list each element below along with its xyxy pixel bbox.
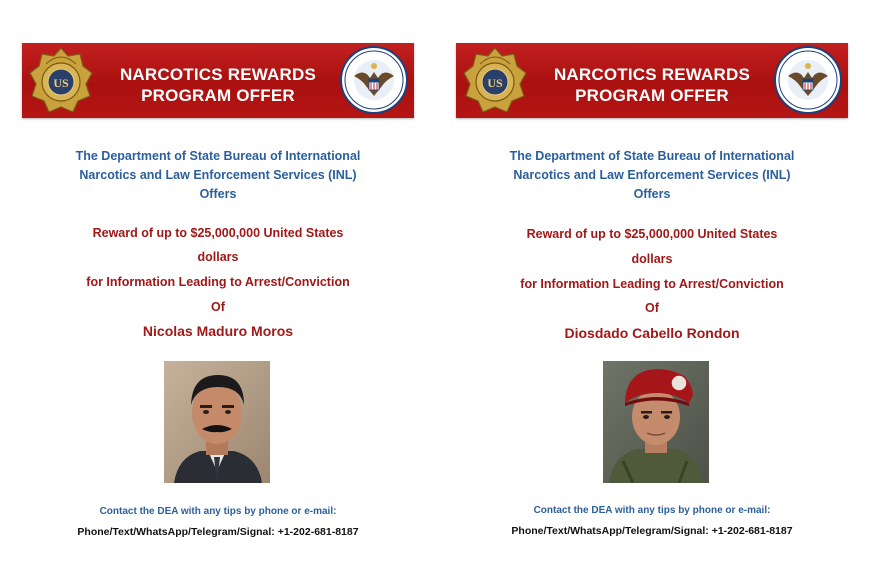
banner-title bbox=[534, 64, 770, 106]
agency-line-1: The Department of State Bureau of International bbox=[75, 149, 361, 163]
banner-line-1: NARCOTICS REWARDS bbox=[553, 65, 751, 84]
state-department-seal-icon bbox=[774, 46, 842, 114]
portrait-photo bbox=[603, 361, 709, 483]
wanted-name: Diosdado Cabello Rondon bbox=[564, 325, 740, 341]
agency-line-2: Narcotics and Law Enforcement Services (INL) bbox=[79, 168, 357, 182]
contact-instructions: Contact the DEA with any tips by phone or e-mail: bbox=[533, 505, 771, 516]
state-department-seal-icon bbox=[340, 46, 408, 114]
agency-line-1: The Department of State Bureau of International bbox=[509, 149, 795, 163]
wanted-name: Nicolas Maduro Moros bbox=[142, 323, 294, 339]
reward-amount: Reward of up to $25,000,000 United States bbox=[526, 227, 778, 241]
reward-poster-cabello bbox=[456, 0, 856, 580]
banner-title bbox=[100, 64, 336, 106]
phone-number: Phone/Text/WhatsApp/Telegram/Signal: +1-202-681-8187 bbox=[77, 526, 359, 538]
agency-line-3: Offers bbox=[633, 187, 671, 201]
banner-line-2: PROGRAM OFFER bbox=[575, 86, 729, 105]
agency-text bbox=[22, 147, 414, 204]
reward-purpose: for Information Leading to Arrest/Conviction bbox=[86, 275, 350, 289]
agency-text bbox=[456, 147, 848, 204]
portrait-photo bbox=[164, 361, 270, 483]
reward-amount: Reward of up to $25,000,000 United States bbox=[92, 226, 344, 240]
poster-banner bbox=[22, 43, 414, 118]
phone-number: Phone/Text/WhatsApp/Telegram/Signal: +1-202-681-8187 bbox=[511, 525, 793, 537]
reward-poster-maduro bbox=[22, 0, 422, 580]
dea-badge-icon bbox=[28, 46, 94, 116]
agency-line-3: Offers bbox=[199, 187, 237, 201]
reward-currency: dollars bbox=[631, 252, 673, 266]
dea-badge-icon bbox=[462, 46, 528, 116]
reward-of: Of bbox=[211, 300, 225, 314]
badge-text: US bbox=[487, 76, 503, 90]
reward-of: Of bbox=[645, 301, 659, 315]
reward-currency: dollars bbox=[197, 250, 239, 264]
reward-purpose: for Information Leading to Arrest/Conviction bbox=[520, 277, 784, 291]
banner-line-2: PROGRAM OFFER bbox=[141, 86, 295, 105]
poster-banner bbox=[456, 43, 848, 118]
banner-line-1: NARCOTICS REWARDS bbox=[119, 65, 317, 84]
badge-text: US bbox=[53, 76, 69, 90]
agency-line-2: Narcotics and Law Enforcement Services (INL) bbox=[513, 168, 791, 182]
contact-instructions: Contact the DEA with any tips by phone or e-mail: bbox=[99, 506, 337, 517]
